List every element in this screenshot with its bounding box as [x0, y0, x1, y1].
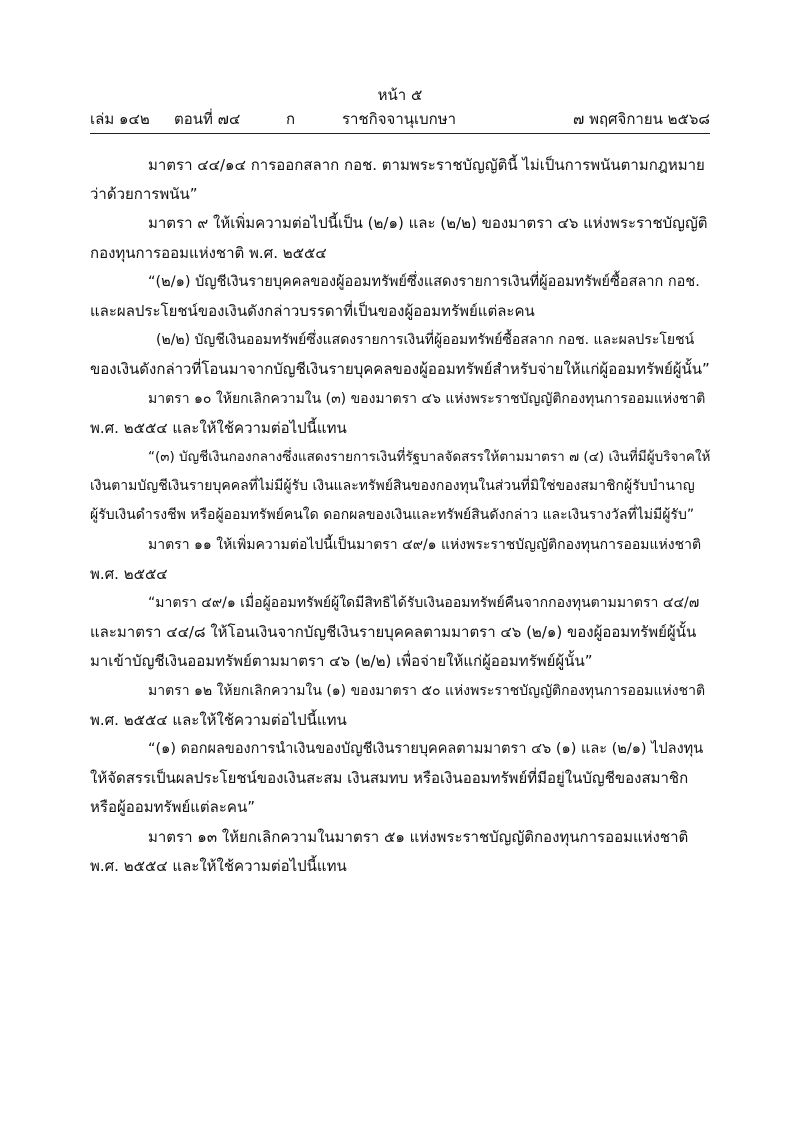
text-line: มาตรา ๙ ให้เพิ่มความต่อไปนี้เป็น (๒/๑) และ (๒/๒) ของมาตรา ๔๖ แห่งพระราชบัญญัติ — [148, 214, 708, 233]
issue-label: ตอนที่ ๗๔ — [174, 110, 241, 128]
text-line: หรือผู้ออมทรัพย์แต่ละคน” — [90, 798, 255, 817]
page-number: หน้า ๕ — [377, 86, 423, 104]
gazette-header — [90, 108, 710, 130]
text-line: และมาตรา ๔๔/๘ ให้โอนเงินจากบัญชีเงินรายบุคคลตามมาตรา ๔๖ (๒/๑) ของผู้ออมทรัพย์ผู้นั้น — [90, 623, 697, 642]
text-line: “มาตรา ๔๙/๑ เมื่อผู้ออมทรัพย์ผู้ใดมีสิทธิได้รับเงินออมทรัพย์คืนจากกองทุนตามมาตรา ๔๔/๗ — [148, 595, 700, 612]
gazette-title: ราชกิจจานุเบกษา — [342, 110, 457, 128]
text-line: พ.ศ. ๒๕๕๔ และให้ใช้ความต่อไปนี้แทน — [90, 418, 347, 437]
text-line: ให้จัดสรรเป็นผลประโยชน์ของเงินสะสม เงินสมทบ หรือเงินออมทรัพย์ที่มีอยู่ในบัญชีของสมาชิก — [90, 769, 689, 788]
header-rule — [90, 133, 710, 134]
text-line: “(๓) บัญชีเงินกองกลางซึ่งแสดงรายการเงินที่รัฐบาลจัดสรรให้ตามมาตรา ๗ (๔) เงินที่มีผู้บริจาคให้ — [148, 449, 710, 466]
text-line: กองทุนการออมแห่งชาติ พ.ศ. ๒๕๕๔ — [90, 243, 327, 262]
text-line: มาตรา ๑๐ ให้ยกเลิกความใน (๓) ของมาตรา ๔๖ แห่งพระราชบัญญัติกองทุนการออมแห่งชาติ — [148, 390, 706, 407]
text-line: ว่าด้วยการพนัน” — [90, 185, 198, 204]
text-line: เงินตามบัญชีเงินรายบุคคลที่ไม่มีผู้รับ เงินและทรัพย์สินของกองทุนในส่วนที่มิใช่ของสมาชิกผู้รับบำนาญ — [90, 478, 695, 495]
text-line: “(๒/๑) บัญชีเงินรายบุคคลของผู้ออมทรัพย์ซึ่งแสดงรายการเงินที่ผู้ออมทรัพย์ซื้อสลาก กอช. — [148, 273, 700, 290]
text-line: ผู้รับเงินดำรงชีพ หรือผู้ออมทรัพย์คนใด ดอกผลของเงินและทรัพย์สินดังกล่าว และเงินรางวัลที่ไม่มีผู้รับ” — [90, 507, 695, 524]
text-line: มาตรา ๑๒ ให้ยกเลิกความใน (๑) ของมาตรา ๕๐ แห่งพระราชบัญญัติกองทุนการออมแห่งชาติ — [148, 682, 706, 699]
text-line: มาเข้าบัญชีเงินออมทรัพย์ตามมาตรา ๔๖ (๒/๒) เพื่อจ่ายให้แก่ผู้ออมทรัพย์ผู้นั้น” — [90, 652, 593, 671]
text-line: ของเงินดังกล่าวที่โอนมาจากบัญชีเงินรายบุคคลของผู้ออมทรัพย์สำหรับจ่ายให้แก่ผู้ออมทรัพย์ผู้นั้น” — [90, 360, 710, 379]
text-line: พ.ศ. ๒๕๕๔ และให้ใช้ความต่อไปนี้แทน — [90, 856, 347, 875]
text-line: พ.ศ. ๒๕๕๔ และให้ใช้ความต่อไปนี้แทน — [90, 710, 347, 729]
text-line: พ.ศ. ๒๕๕๔ — [90, 564, 168, 583]
text-line: มาตรา ๑๑ ให้เพิ่มความต่อไปนี้เป็นมาตรา ๔๙/๑ แห่งพระราชบัญญัติกองทุนการออมแห่งชาติ — [148, 536, 702, 553]
publish-date: ๗ พฤศจิกายน ๒๕๖๘ — [573, 110, 710, 128]
text-line: (๒/๒) บัญชีเงินออมทรัพย์ซึ่งแสดงรายการเงินที่ผู้ออมทรัพย์ซื้อสลาก กอช. และผลประโยชน์ — [156, 332, 695, 349]
text-line: และผลประโยชน์ของเงินดังกล่าวบรรดาที่เป็นของผู้ออมทรัพย์แต่ละคน — [90, 302, 535, 321]
text-line: “(๑) ดอกผลของการนำเงินของบัญชีเงินรายบุคคลตามมาตรา ๔๖ (๑) และ (๒/๑) ไปลงทุน — [148, 741, 704, 758]
text-line: มาตรา ๔๔/๑๔ การออกสลาก กอช. ตามพระราชบัญญัตินี้ ไม่เป็นการพนันตามกฎหมาย — [148, 156, 705, 174]
volume-label: เล่ม ๑๔๒ — [90, 110, 150, 128]
document-body — [90, 151, 710, 881]
section-label: ก — [286, 110, 296, 128]
text-line: มาตรา ๑๓ ให้ยกเลิกความในมาตรา ๕๑ แห่งพระราชบัญญัติกองทุนการออมแห่งชาติ — [148, 827, 689, 846]
